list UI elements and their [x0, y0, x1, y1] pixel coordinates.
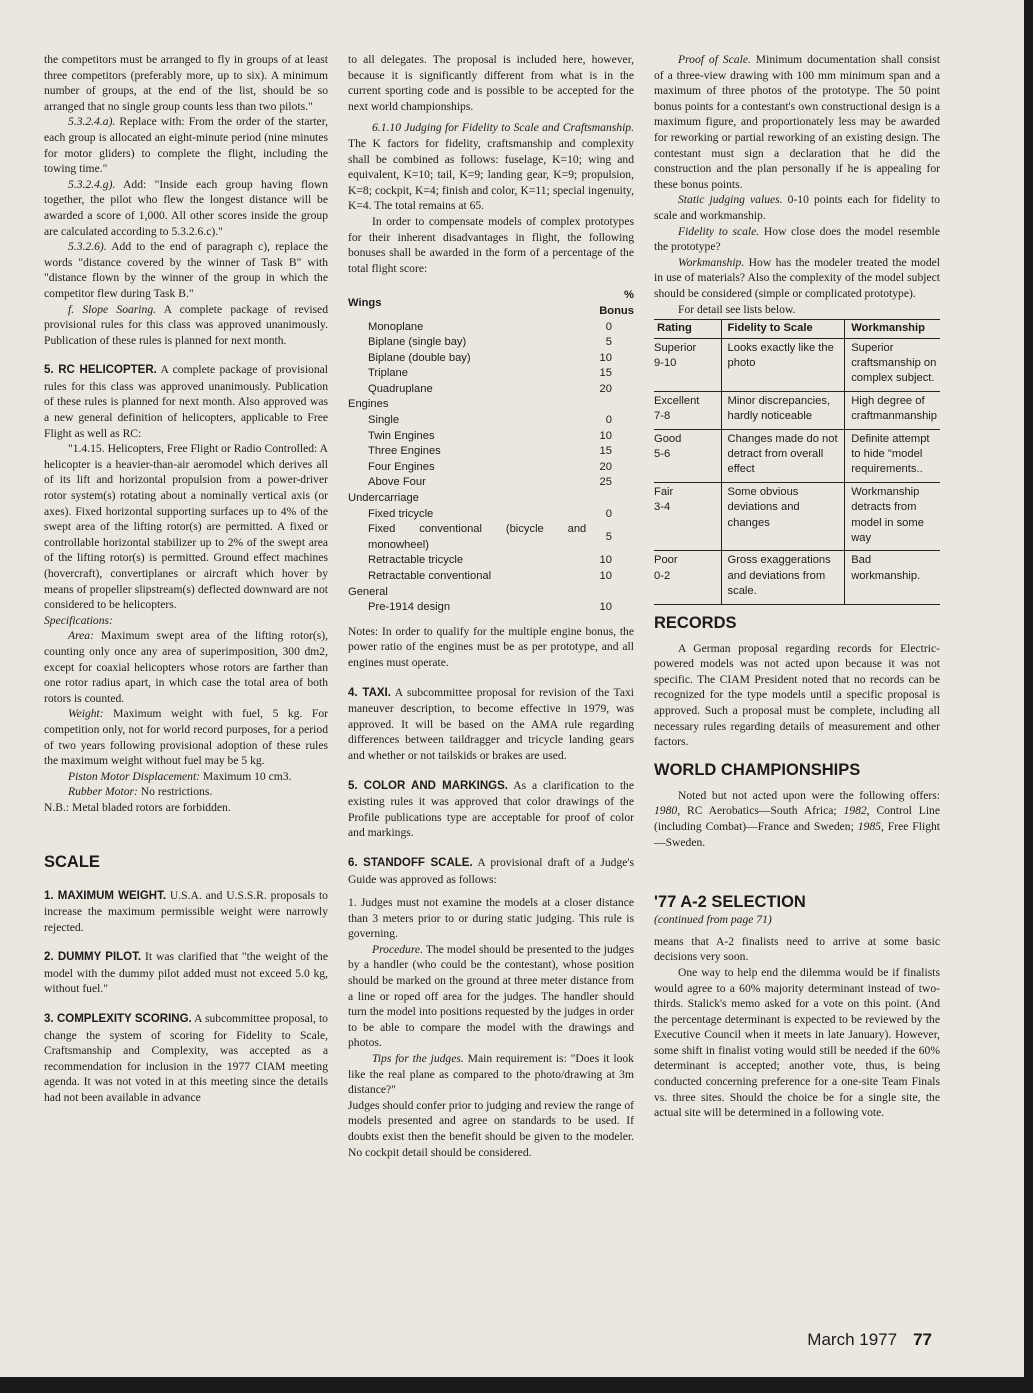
- rating-name: Poor: [654, 554, 678, 567]
- scale-item-6: 6. STANDOFF SCALE. A provisional draft of a Judge's Guide was approved as follows:: [348, 855, 634, 886]
- bonus-row: [348, 335, 634, 351]
- bonus-label: Twin Engines: [368, 429, 435, 442]
- tips-continued: Judges should confer prior to judging and review the range of models presented and agree on standards to be used. If doubts exist then the benefit should be given to the modeler. No cockpit detail should be considered.: [348, 1098, 634, 1159]
- rating-row: [654, 338, 940, 391]
- workmanship-cell: Workmanship detracts from model in some way: [845, 482, 940, 551]
- bonus-row: [348, 585, 634, 601]
- bonus-label: Undercarriage: [348, 492, 419, 505]
- world-championships-text: Noted but not acted upon were the following offers: 1980, RC Aerobatics—South Africa; 1982, Control Line (including Combat)—France and Sweden; 1985, Free Flight—Sweden.: [654, 788, 941, 849]
- bonus-value: [586, 491, 634, 507]
- bonus-value: 10: [599, 351, 612, 364]
- bonus-header-label: Wings: [348, 297, 382, 310]
- bonus-label: Pre-1914 design: [368, 601, 451, 614]
- section-rc-helicopter: 5. RC HELICOPTER. A complete package of provisional rules for this class was approved unanimously. Publication of these rules is planned for next month. Also approved was a new general definition of helicopters, applicable to Free Flight as well as RC:: [44, 363, 329, 440]
- paragraph: Workmanship. How has the modeler treated the model in use of materials? Also the complexity of the model subject should be considered (simple or complicated prototype).: [654, 255, 940, 300]
- rating-row: [654, 551, 940, 604]
- scale-item-2: 2. DUMMY PILOT. It was clarified that "the weight of the model with the dummy pilot added must not exceed 5.0 kg, without fuel.": [44, 950, 328, 996]
- scale-item-3: 3. COMPLEXITY SCORING. A subcommittee proposal, to change the system of scoring for Fidelity to Scale, Craftsmanship and Complexity, was accepted as a recommendation for inclusion in the 1977 CIAM meeting agenda. It was not voted in at this meeting since the details had not been available in advance: [44, 1012, 328, 1105]
- helicopter-definition: "1.4.15. Helicopters, Free Flight or Radio Controlled: A helicopter is a heavier-than-air aeromodel which derives all of its lift and horizontal propulsion from a power-driver rotor system(s) rotating about a nominally vertical axis (or axes). Fixed horizontal supporting surfaces up to 4% of the swept area of the lifting rotor(s) are permitted. A fixed or controllable horizontal stabilizer up to 2% of the swept area of the lifting rotor(s) is permitted. Ground effect machines (hovercraft), convertiplanes or aircraft which hover by means of propeller slipstream(s) deflected downward are not considered to be helicopters.: [44, 442, 328, 612]
- rating-table: [654, 319, 940, 605]
- bonus-row: [348, 475, 634, 491]
- column-2: [348, 52, 634, 1160]
- bonus-row: [348, 600, 634, 616]
- page-number: 77: [913, 1330, 932, 1349]
- bonus-value: [586, 397, 634, 413]
- paragraph: f. Slope Soaring. A complete package of revised provisional rules for this class was approved unanimously. Publication of these rules is planned for next month.: [44, 302, 328, 347]
- bonus-value: 0: [605, 507, 612, 520]
- note: N.B.: Metal bladed rotors are forbidden.: [44, 800, 231, 814]
- bonus-value: 15: [599, 445, 612, 458]
- bonus-row: [348, 413, 634, 429]
- rating-name: Excellent: [654, 394, 700, 407]
- column-3: [654, 52, 940, 1121]
- bonus-row: [348, 429, 634, 445]
- rating-cell: [654, 338, 721, 391]
- bonus-label: General: [348, 585, 388, 598]
- bonus-value: 20: [599, 382, 612, 395]
- paragraph: For detail see lists below.: [678, 302, 796, 316]
- bonus-label: Fixed tricycle: [368, 507, 434, 520]
- rating-row: [654, 482, 940, 551]
- paragraph: One way to help end the dilemma would be if finalists would agree to a 60% majority determinant instead of two-thirds. Stalick's memo asked for a vote on this point. (And the percentage determinant is expected to be reviewed by the Executive Council when it meets in late January). However, some shift in finalist voting would still be needed if the 60% determinant is accepted; another vote, thus, is being conducted concerning preference for a one-site Team Finals vs. three sites. Should the choice be for a single site, the actual site will be determined in a following vote.: [654, 965, 940, 1120]
- scale-item-5: 5. COLOR AND MARKINGS. As a clarification to the existing rules it was approved that color drawings of the Profile publications type are acceptable for proof of color and markings.: [348, 778, 634, 840]
- fidelity-header: Fidelity to Scale: [721, 320, 845, 338]
- bonus-value: 25: [599, 476, 612, 489]
- rating-range: 0-2: [654, 569, 671, 582]
- bonus-header-row: [348, 288, 634, 319]
- bonus-row: [348, 320, 634, 336]
- bonus-row: [348, 351, 634, 367]
- bonus-value: 0: [605, 320, 612, 333]
- paragraph: 5.3.2.4.a). Replace with: From the order of the starter, each group is allocated an eight-minute period (nine minutes for motor gliders) to complete the flight, including the towing time.": [44, 115, 328, 176]
- rating-cell: [654, 391, 721, 429]
- spec-piston: Piston Motor Displacement: Maximum 10 cm3.: [68, 769, 292, 783]
- rating-header-row: [654, 320, 940, 338]
- paragraph: In order to compensate models of complex prototypes for their inherent disadvantages in flight, the following bonuses shall be awarded in the form of a percentage of the total flight score:: [348, 214, 634, 275]
- workmanship-cell: Definite attempt to hide "model requirements..: [845, 429, 940, 482]
- bonus-value: 10: [599, 601, 612, 614]
- bonus-label: Engines: [348, 398, 389, 411]
- paragraph: the competitors must be arranged to fly in groups of at least three competitors (preferably more, up to six). A minimum number of groups, at the end of the list, should be so arranged that no single group counts less than two pilots.": [44, 53, 328, 113]
- rating-name: Fair: [654, 485, 674, 498]
- bonus-value: 10: [599, 429, 612, 442]
- rating-header: Rating: [654, 320, 721, 338]
- rating-range: 3-4: [654, 501, 671, 514]
- rating-range: 9-10: [654, 356, 677, 369]
- rating-range: 5-6: [654, 447, 671, 460]
- section-heading-scale: SCALE: [44, 852, 100, 871]
- rating-name: Good: [654, 432, 682, 445]
- fidelity-cell: Looks exactly like the photo: [721, 338, 845, 391]
- column-1: [44, 52, 328, 1106]
- paragraph: Static judging values. 0-10 points each for fidelity to scale and workmanship.: [654, 193, 940, 222]
- bonus-label: Retractable tricycle: [368, 554, 464, 567]
- workmanship-cell: High degree of craftmanmanship: [845, 391, 940, 429]
- bonus-row: [348, 553, 634, 569]
- fidelity-cell: Minor discrepancies, hardly noticeable: [721, 391, 845, 429]
- bonus-row: [348, 491, 634, 507]
- paragraph: 5.3.2.4.g). Add: "Inside each group having flown together, the pilot who flew the longest distance will be awarded a score of 1,000. All other scores inside the group are calculated according to 5.3.2.6.c).": [44, 177, 328, 238]
- bonus-value: 5: [605, 531, 612, 544]
- spec-rubber: Rubber Motor: No restrictions.: [68, 785, 213, 799]
- workmanship-cell: Superior craftsmanship on complex subject.: [845, 338, 940, 391]
- section-heading-world-championships: WORLD CHAMPIONSHIPS: [654, 760, 861, 779]
- bonus-row: [348, 397, 634, 413]
- rating-range: 7-8: [654, 410, 671, 423]
- bonus-table: [348, 288, 634, 615]
- workmanship-header: Workmanship: [845, 320, 940, 338]
- bonus-value: 15: [599, 367, 612, 380]
- bonus-label: Four Engines: [368, 460, 435, 473]
- tips: Tips for the judges. Main requirement is: "Does it look like the real plane as compared to the photo/drawing at 3m distance?": [348, 1052, 634, 1097]
- spec-area: Area: Maximum swept area of the lifting rotor(s), counting only once any area of superimposition, 300 dm2, except for coaxial helicopters whose rotors are farther than one rotor radius apart, in which case the total area of both rotors is counted.: [44, 629, 328, 705]
- continuation-note: (continued from page 71): [654, 913, 772, 927]
- issue-date: March 1977: [807, 1330, 898, 1349]
- rating-row: [654, 429, 940, 482]
- paragraph: 5.3.2.6). Add to the end of paragraph c), replace the words "distance covered by the winner of Task B" with "distance flown by the winner of the group in which the competitor flew during Task B.": [44, 240, 328, 300]
- bonus-value: 20: [599, 460, 612, 473]
- bonus-label: Quadruplane: [368, 382, 433, 395]
- specifications-heading: Specifications:: [44, 613, 113, 627]
- section-heading-records: RECORDS: [654, 613, 737, 632]
- bonus-row: [348, 569, 634, 585]
- rating-cell: [654, 429, 721, 482]
- paragraph: Fidelity to scale. How close does the model resemble the prototype?: [654, 224, 941, 254]
- bonus-row: [348, 522, 634, 553]
- bonus-row: [348, 444, 634, 460]
- procedure: Procedure. The model should be presented to the judges by a handler (who could be the contestant), whose position should be marked on the ground at three meter distance from a line or roped off area for the judges. The handler should turn the model into positions requested by the judges in order to be able to compare the model with the drawings and photos.: [348, 942, 634, 1050]
- bonus-label: Above Four: [368, 476, 426, 489]
- paragraph: 6.1.10 Judging for Fidelity to Scale and Craftsmanship. The K factors for fidelity, craftsmanship and complexity shall be combined as follows: fuselage, K=10; wing and equivalent, K=10; tail, K=9; landing gear, K=9; propulsion, K=8; cockpit, K=4; finish and color, K=11; special ingenuity, K=4. The total remains at 65.: [348, 121, 634, 213]
- judge-rule-1: 1. Judges must not examine the models at a closer distance than 3 meters prior to or during static judging. This rule is governing.: [348, 896, 634, 941]
- rating-name: Superior: [654, 341, 697, 354]
- page-footer: [807, 1330, 932, 1350]
- bonus-label: Retractable conventional: [368, 570, 492, 582]
- bonus-value: [586, 585, 634, 601]
- bonus-value: 5: [605, 336, 612, 349]
- bonus-label: Biplane (single bay): [368, 336, 467, 349]
- rating-cell: [654, 482, 721, 551]
- scale-item-1: 1. MAXIMUM WEIGHT. U.S.A. and U.S.S.R. proposals to increase the maximum permissible weight were narrowly rejected.: [44, 888, 328, 934]
- bonus-value: 10: [599, 570, 612, 582]
- bonus-label: Fixed conventional (bicycle and monowheel): [368, 523, 587, 551]
- records-text: A German proposal regarding records for Electric-powered models was not acted upon because it was not specific. The CIAM President noted that no records can be recognized for the type models until a specific proposal is approved. Such a proposal must be complete, including all necessary rules regarding details of measurement and other factors.: [654, 641, 940, 749]
- bonus-label: Biplane (double bay): [368, 351, 471, 364]
- bonus-header-value: % Bonus: [599, 289, 634, 317]
- notes: Notes: In order to qualify for the multiple engine bonus, the power ratio of the engines must be as per prototype, and all engines must operate.: [348, 624, 634, 669]
- bonus-row: [348, 460, 634, 476]
- rating-cell: [654, 551, 721, 604]
- fidelity-cell: Some obvious deviations and changes: [721, 482, 845, 551]
- bonus-label: Single: [368, 414, 400, 427]
- bonus-label: Monoplane: [368, 320, 424, 333]
- spec-weight: Weight: Maximum weight with fuel, 5 kg. For competition only, not for world record purposes, for a period of two years following provisional adoption of these rules the maximum weight without fuel may be 5 kg.: [44, 707, 328, 768]
- rating-row: [654, 391, 940, 429]
- bonus-row: [348, 366, 634, 382]
- section-heading-a2-selection: '77 A-2 SELECTION: [654, 893, 806, 912]
- scale-item-4: 4. TAXI. A subcommittee proposal for revision of the Taxi maneuver description, to become effective in 1979, was approved. It will be based on the AMA rule regarding differences between taildragger and tricycle landing gears and whether or not tailskids or brakes are used.: [348, 685, 634, 762]
- paragraph: means that A-2 finalists need to arrive at some basic decisions very soon.: [654, 934, 940, 964]
- fidelity-cell: Gross exaggerations and deviations from scale.: [721, 551, 845, 604]
- paragraph: Proof of Scale. Minimum documentation shall consist of a three-view drawing with 100 mm minimum span and a maximum of three photos of the prototype. The 50 point bonus points for a contestant's own constructional design is a maximum figure, and proportionately less may be awarded for reworking or partial reworking of an existing design. The contestant must sign a declaration that he did the construction and the plan personally if he is appealing for these bonus points.: [654, 53, 940, 191]
- bonus-value: 0: [605, 414, 612, 427]
- bonus-value: 10: [599, 554, 612, 567]
- workmanship-cell: Bad workmanship.: [845, 551, 940, 604]
- bonus-label: Triplane: [368, 367, 409, 380]
- bonus-row: [348, 382, 634, 398]
- bonus-label: Three Engines: [368, 445, 441, 458]
- paragraph: to all delegates. The proposal is included here, however, because it is significantly different from what is in the current sporting code and is possible to be accepted for the next world championships.: [348, 53, 634, 113]
- fidelity-cell: Changes made do not detract from overall effect: [721, 429, 845, 482]
- bonus-row: [348, 507, 634, 523]
